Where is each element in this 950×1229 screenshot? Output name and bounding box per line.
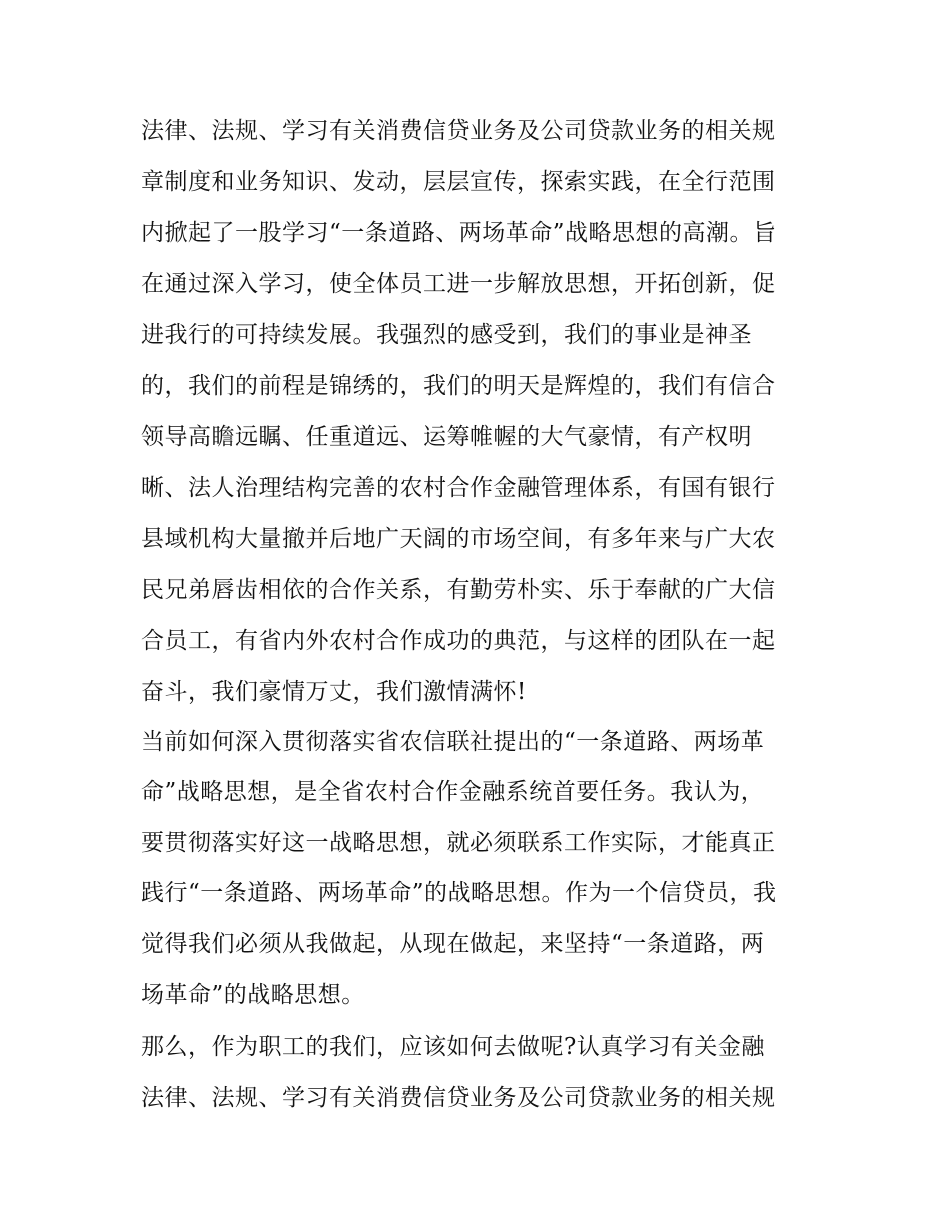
text-line: 场革命”的战略思想。	[141, 982, 365, 1008]
text-line: 晰、法人治理结构完善的农村合作金融管理体系，有国有银行	[141, 475, 776, 501]
text-line: 法律、法规、学习有关消费信贷业务及公司贷款业务的相关规	[141, 118, 776, 144]
text-line: 合员工，有省内外农村合作成功的典范，与这样的团队在一起	[141, 628, 776, 654]
text-line: 章制度和业务知识、发动，层层宣传，探索实践，在全行范围	[141, 169, 776, 195]
text-line: 法律、法规、学习有关消费信贷业务及公司贷款业务的相关规	[141, 1085, 776, 1111]
text-line: 那么，作为职工的我们，应该如何去做呢?认真学习有关金融	[141, 1034, 765, 1060]
text-line: 践行“一条道路、两场革命”的战略思想。作为一个信贷员，我	[141, 880, 777, 906]
text-line: 内掀起了一股学习“一条道路、两场革命”战略思想的高潮。旨	[141, 220, 777, 246]
text-line: 在通过深入学习，使全体员工进一步解放思想，开拓创新，促	[141, 271, 776, 297]
text-line: 命”战略思想，是全省农村合作金融系统首要任务。我认为，	[141, 779, 765, 805]
text-line: 觉得我们必须从我做起，从现在做起，来坚持“一条道路，两	[141, 931, 765, 957]
text-line: 的，我们的前程是锦绣的，我们的明天是辉煌的，我们有信合	[141, 373, 776, 399]
text-line: 领导高瞻远瞩、任重道远、运筹帷幄的大气豪情，有产权明	[141, 424, 752, 450]
text-line: 进我行的可持续发展。我强烈的感受到，我们的事业是神圣	[141, 322, 752, 348]
text-line: 要贯彻落实好这一战略思想，就必须联系工作实际，才能真正	[141, 830, 776, 856]
text-line: 奋斗，我们豪情万丈，我们激情满怀!	[141, 679, 527, 705]
text-line: 民兄弟唇齿相依的合作关系，有勤劳朴实、乐于奉献的广大信	[141, 577, 776, 603]
text-line: 当前如何深入贯彻落实省农信联社提出的“一条道路、两场革	[141, 729, 765, 755]
text-line: 县域机构大量撤并后地广天阔的市场空间，有多年来与广大农	[141, 526, 776, 552]
